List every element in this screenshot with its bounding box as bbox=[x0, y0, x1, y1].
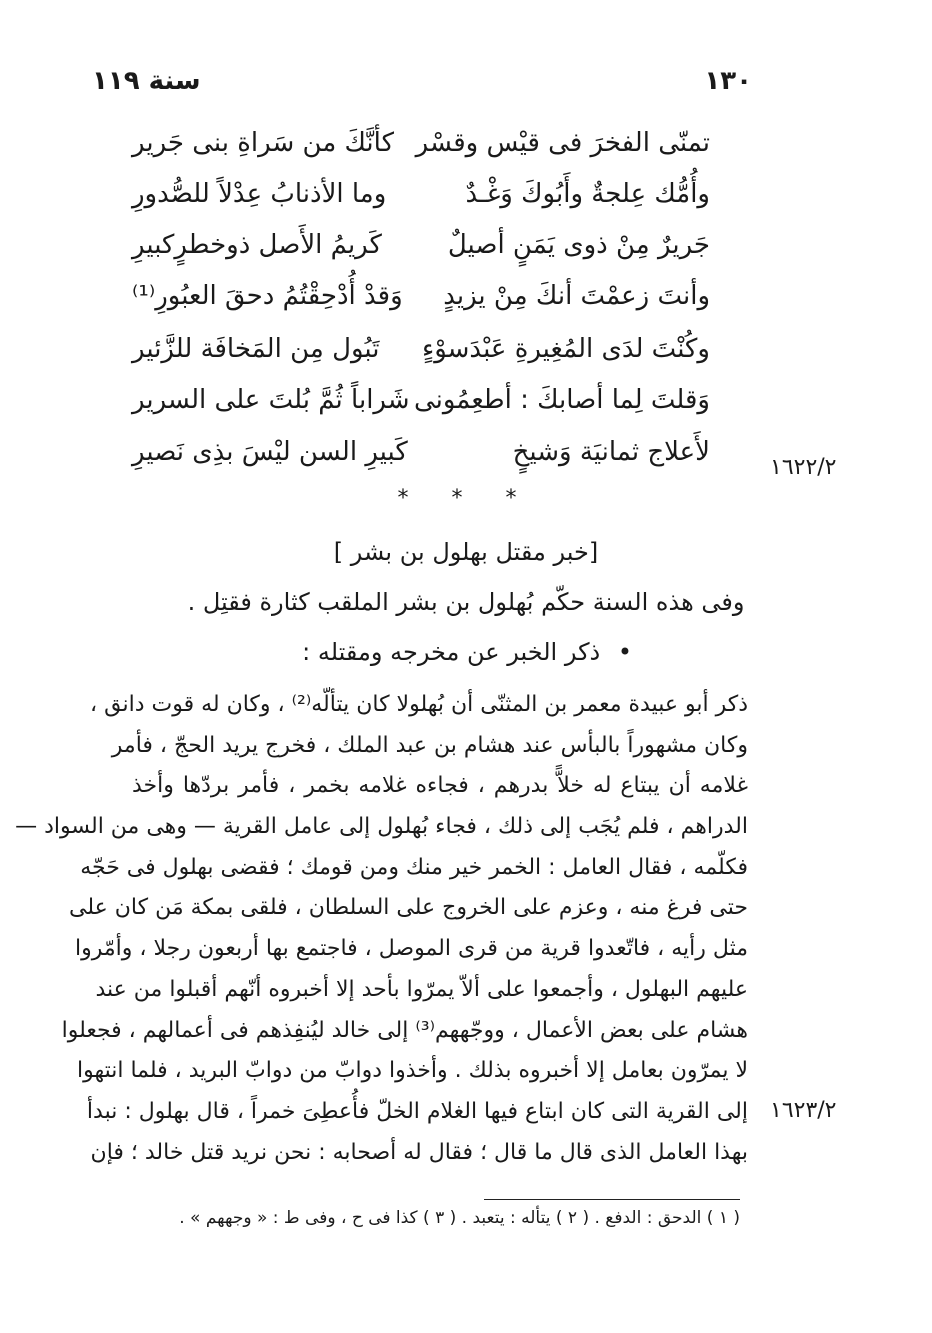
verse-first-hemistich: وكُنْتَ لدَى المُغِيرةِ عَبْدَسوْءٍ bbox=[421, 334, 710, 364]
body-line: وكان مشهوراً بالبأس عند هشام بن عبد الملك ، فخرج يريد الحجّ ، فأمر bbox=[111, 732, 748, 758]
body-line: عليهم البهلول ، وأجمعوا على ألاّ يمرّوا بأحد إلا أخبروه أنّهم أقبلوا من عند bbox=[95, 976, 748, 1002]
body-line: حتى فرغ منه ، وعزم على الخروج على السلطان ، فلقى بمكة مَن كان على bbox=[69, 895, 748, 921]
body-line: الدراهم ، فلم يُجَب إلى ذلك ، فجاء بُهلول إلى عامل القرية — وهى من السواد — bbox=[15, 814, 748, 840]
margin-reference: ١٦٢٢/٢ bbox=[770, 455, 837, 480]
footnote-divider bbox=[484, 1199, 740, 1200]
verse-second-hemistich: كأنَّكَ من سَراةِ بنى جَرير bbox=[132, 128, 394, 158]
section-separator: * * * bbox=[397, 486, 535, 511]
subheading-text: ذكر الخبر عن مخرجه ومقتله : bbox=[302, 638, 601, 666]
verse-second-hemistich: وَقدْ أُدْحِقْتُمُ دحقَ العبُورِ⁽¹⁾ bbox=[132, 281, 403, 311]
verse-first-hemistich: تمنّى الفخرَ فى قيْس وقسْر bbox=[415, 128, 710, 158]
poem-verse bbox=[0, 281, 932, 333]
body-line: بهذا العامل الذى قال ما قال ؛ فقال له أصحابه : نحن نريد قتل خالد ؛ فإن bbox=[90, 1139, 748, 1165]
poem-verse bbox=[0, 230, 932, 282]
body-line: لا يمرّون بعامل إلا أخبروه بذلك . وأخذوا دوابّ من دوابّ البريد ، فلما انتهوا bbox=[76, 1058, 748, 1084]
page-number: ١٣٠ bbox=[704, 66, 752, 96]
verse-first-hemistich: وأنتَ زعمْتَ أنكَ مِنْ يزيدٍ bbox=[443, 281, 710, 311]
verse-second-hemistich: وما الأذنابُ عِدْلاً للصُّدورِ bbox=[132, 179, 387, 209]
body-line: فكلّمه ، فقال العامل : الخمر خير منك ومن قومك ؛ فقضى بهلول فى حَجّه bbox=[80, 854, 748, 880]
subheading bbox=[302, 638, 632, 666]
poem-verse bbox=[0, 128, 932, 180]
body-line: إلى القرية التى كان ابتاع فيها الغلام الخلّ فأُعطِىَ خمراً ، قال بهلول : نبدأ bbox=[86, 1098, 748, 1124]
poem-verse bbox=[0, 385, 932, 437]
poem-verse bbox=[0, 334, 932, 386]
body-text bbox=[15, 685, 748, 1173]
body-line: هشام على بعض الأعمال ، ووجّههم⁽³⁾ إلى خالد ليُنفِذهم فى أعمالهم ، فجعلوا bbox=[61, 1017, 748, 1043]
verse-second-hemistich: شَراباً ثُمَّ بُلتَ على السرير bbox=[132, 385, 410, 415]
intro-line: وفى هذه السنة حكّم بُهلول بن بشر الملقب كثارة فقتِل . bbox=[187, 588, 745, 616]
verse-second-hemistich: كَريمُ الأَصل ذوخطرٍكبيرِ bbox=[132, 230, 382, 260]
verse-first-hemistich: وَقلتَ لِما أصابكَ : أطعِمُونى bbox=[413, 385, 710, 415]
body-line: ذكر أبو عبيدة معمر بن المثنّى أن بُهلولا كان يتألّه⁽²⁾ ، وكان له قوت دانق ، bbox=[90, 692, 748, 717]
verse-first-hemistich: جَريرٌ مِنْ ذوى يَمَنٍ أصيلٌ bbox=[447, 230, 710, 260]
section-title: [خبر مقتل بهلول بن بشر ] bbox=[333, 538, 599, 566]
margin-reference: ١٦٢٣/٢ bbox=[770, 1098, 837, 1123]
running-header-year: سنة ١١٩ bbox=[92, 66, 201, 96]
bullet-icon: • bbox=[617, 638, 632, 666]
verse-second-hemistich: تَبُول مِن المَخافَة للزَّئير bbox=[132, 334, 380, 364]
verse-first-hemistich: لأَعلاج ثمانيَة وَشيخٍ bbox=[512, 437, 710, 467]
verse-first-hemistich: وأُمُّك عِلجةٌ وأَبُوكَ وَغْـدٌ bbox=[465, 179, 710, 209]
body-line: غلامه أن يبتاع له خلاًّ بدرهم ، فجاءه غلامه بخمر ، فأمر بردّها وأخذ bbox=[132, 773, 748, 799]
poem-verse bbox=[0, 179, 932, 231]
verse-second-hemistich: كَبيرِ السن ليْسَ بذِى نَصيرِ bbox=[132, 437, 408, 467]
body-line: مثل رأيه ، فاتّعدوا قرية من قرى الموصل ، فاجتمع بها أربعون رجلا ، وأمّروا bbox=[75, 936, 748, 962]
footnotes: ( ١ ) الدحق : الدفع . ( ٢ ) يتأله : يتعبد . ( ٣ ) كذا فى ح ، وفى ط : « وجههم » . bbox=[179, 1208, 740, 1228]
